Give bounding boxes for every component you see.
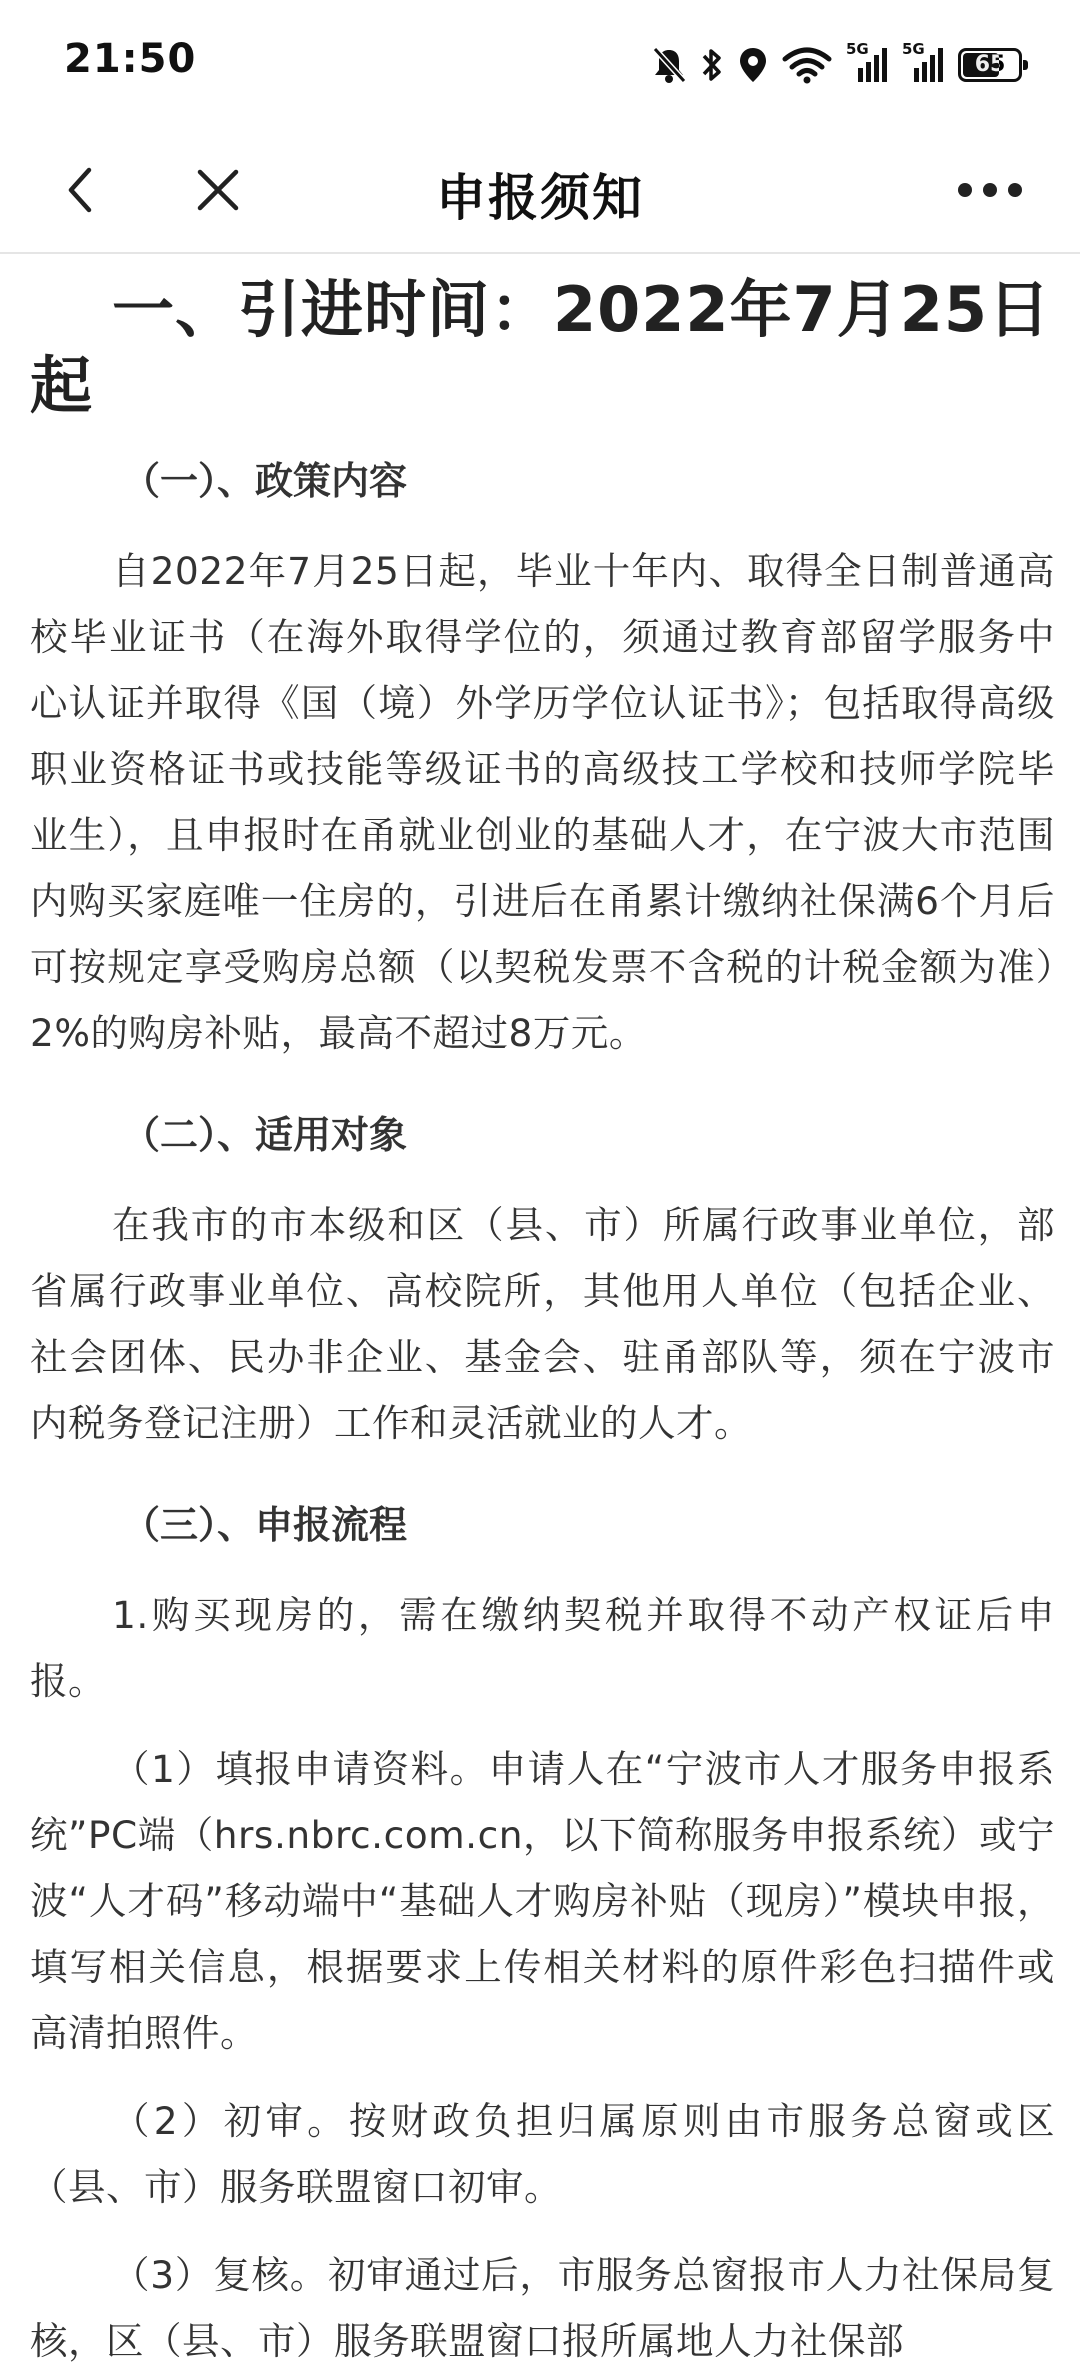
battery-level-text: 65 [974, 52, 1006, 77]
signal-5g-icon [846, 40, 888, 84]
network-type-label: 5G [846, 40, 869, 58]
battery-icon [958, 48, 1022, 82]
article-content [30, 254, 1055, 2374]
nav-bar [0, 128, 1080, 254]
section-heading: （二）、适用对象 [122, 1113, 408, 1157]
section-paragraph: （1）填报申请资料。申请人在“宁波市人才服务申报系统”PC端（hrs.nbrc.com.cn，以下简称服务申报系统）或宁波“人才码”移动端中“基础人才购房补贴（现房）”模块申报，填写相关信息，根据要求上传相关材料的原件彩色扫描件或高清拍照件。 [30, 1747, 1055, 2055]
status-bar [0, 0, 1080, 128]
bluetooth-icon [700, 46, 724, 84]
section-paragraph: 自2022年7月25日起，毕业十年内、取得全日制普通高校毕业证书（在海外取得学位的，须通过教育部留学服务中心认证并取得《国（境）外学历学位认证书》；包括取得高级职业资格证书或技能等级证书的高级技工学校和技师学院毕业生），且申报时在甬就业创业的基础人才，在宁波大市范围内购买家庭唯一住房的，引进后在甬累计缴纳社保满6个月后可按规定享受购房总额（以契税发票不含税的计税金额为准）2%的购房补贴，最高不超过8万元。 [30, 549, 1055, 1055]
page-title: 申报须知 [436, 169, 644, 227]
status-time: 21:50 [64, 36, 197, 82]
section-heading: （一）、政策内容 [122, 459, 408, 503]
status-icons [652, 40, 1022, 90]
section-paragraph: （2）初审。按财政负担归属原则由市服务总窗或区（县、市）服务联盟窗口初审。 [30, 2099, 1055, 2209]
article-main-title: 一、引进时间：2022年7月25日起 [30, 273, 1051, 422]
more-dots-icon [955, 180, 1025, 200]
section-paragraph: （3）复核。初审通过后，市服务总窗报市人力社保局复核，区（县、市）服务联盟窗口报所属地人力社保部 [30, 2253, 1055, 2363]
location-icon [738, 46, 768, 84]
signal-5g-icon [902, 40, 944, 84]
section-paragraph: 1.购买现房的，需在缴纳契税并取得不动产权证后申报。 [30, 1593, 1055, 1703]
wifi-icon [782, 46, 832, 84]
network-type-label: 5G [902, 40, 925, 58]
section-heading: （三）、申报流程 [122, 1503, 408, 1547]
mute-bell-icon [652, 46, 686, 84]
more-button[interactable] [950, 162, 1030, 218]
section-paragraph: 在我市的市本级和区（县、市）所属行政事业单位，部省属行政事业单位、高校院所，其他用人单位（包括企业、社会团体、民办非企业、基金会、驻甬部队等，须在宁波市内税务登记注册）工作和灵活就业的人才。 [30, 1203, 1055, 1445]
